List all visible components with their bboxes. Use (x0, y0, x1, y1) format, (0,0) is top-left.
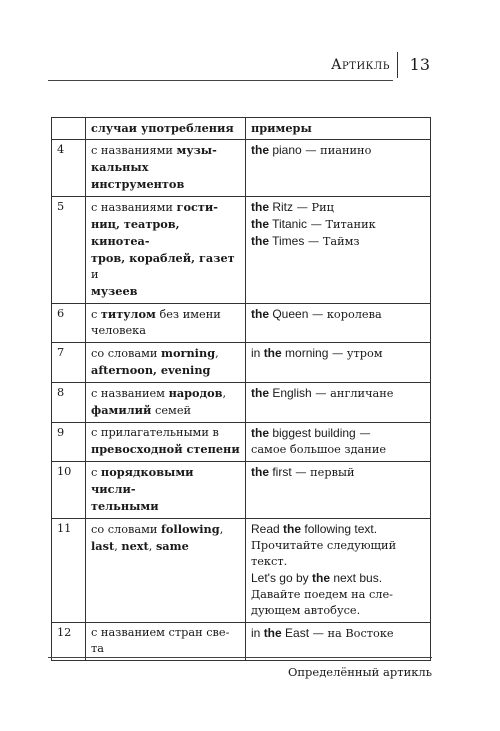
example-line (251, 464, 425, 481)
text-fragment: самое большое здание (251, 443, 387, 456)
examples-cell (246, 462, 431, 519)
example-line (251, 385, 425, 402)
table-row (52, 343, 431, 383)
example-line (251, 442, 425, 458)
example-line (251, 306, 425, 323)
examples-cell (246, 383, 431, 423)
row-number: 8 (52, 383, 86, 423)
usage-line (91, 283, 240, 300)
page-number: 13 (409, 55, 430, 74)
text-fragment: following text. (301, 522, 378, 536)
text-fragment: та (91, 642, 104, 655)
examples-cell (246, 140, 431, 197)
header-usage: случаи употребления (86, 118, 246, 140)
example-line (251, 199, 425, 216)
bold-term: титулом (100, 307, 156, 321)
usage-line (91, 142, 240, 159)
bold-term: кальных инструментов (91, 160, 185, 191)
row-number: 9 (52, 423, 86, 462)
text-fragment: Times (269, 234, 305, 248)
example-line (251, 554, 425, 570)
usage-line (91, 385, 240, 402)
example-line (251, 142, 425, 159)
article-usage-table (51, 117, 431, 661)
bold-term: the (251, 386, 269, 400)
example-line (251, 625, 425, 642)
row-number: 6 (52, 304, 86, 343)
text-fragment: дующем автобусе. (251, 604, 361, 617)
example-line (251, 521, 425, 538)
bold-term: the (251, 217, 269, 231)
bold-term: гости- (176, 200, 218, 214)
usage-line (91, 441, 240, 458)
row-number: 4 (52, 140, 86, 197)
text-fragment: — первый (291, 466, 355, 479)
usage-line (91, 625, 240, 641)
text-fragment: first (269, 465, 292, 479)
text-fragment: семей (151, 404, 192, 417)
text-fragment: — королева (308, 308, 382, 321)
text-fragment: с (91, 308, 101, 321)
bold-term: the (312, 571, 330, 585)
bold-term: following (161, 522, 220, 536)
usage-cell (86, 304, 246, 343)
bold-term: next (121, 539, 149, 553)
text-fragment: с (91, 466, 101, 479)
example-line (251, 425, 425, 442)
bold-term: тельными (91, 499, 159, 513)
table-row (52, 423, 431, 462)
bold-term: тров, кораблей, газет (91, 251, 235, 265)
text-fragment: next bus. (330, 571, 383, 585)
text-fragment: с названием стран све- (91, 626, 230, 639)
table-row (52, 519, 431, 623)
footer-rule (48, 657, 432, 658)
usage-cell (86, 423, 246, 462)
bold-term: the (283, 522, 302, 536)
running-foot: Определённый артикль (287, 665, 432, 679)
usage-line (91, 199, 240, 216)
usage-line (91, 345, 240, 362)
text-fragment: — англичане (311, 387, 394, 400)
example-line (251, 538, 425, 554)
text-fragment: — Таймз (304, 235, 360, 248)
row-number: 7 (52, 343, 86, 383)
usage-line (91, 250, 240, 283)
usage-line (91, 362, 240, 379)
example-line (251, 570, 425, 587)
bold-term: превосходной степени (91, 442, 240, 456)
usage-cell (86, 623, 246, 661)
usage-line (91, 521, 240, 538)
row-number: 12 (52, 623, 86, 661)
text-fragment: — пианино (301, 144, 372, 157)
text-fragment: с прилагательными в (91, 426, 219, 439)
text-fragment: , (215, 347, 219, 360)
text-fragment: со словами (91, 523, 162, 536)
usage-cell (86, 343, 246, 383)
example-line (251, 587, 425, 603)
usage-line (91, 306, 240, 323)
text-fragment: — Титаник (307, 218, 376, 231)
text-fragment: — утром (328, 347, 383, 360)
usage-line (91, 464, 240, 498)
usage-cell (86, 197, 246, 304)
page-header (0, 50, 430, 82)
bold-term: the (251, 307, 269, 321)
usage-line (91, 425, 240, 441)
example-line (251, 345, 425, 362)
text-fragment: Titanic (269, 217, 308, 231)
header-number (52, 118, 86, 140)
text-fragment: Давайте поедем на сле- (251, 588, 393, 601)
text-fragment: in (251, 626, 264, 640)
bold-term: same (155, 539, 189, 553)
usage-line (91, 641, 240, 657)
text-fragment: , (219, 523, 224, 536)
text-fragment: со словами (91, 347, 162, 360)
bold-term: last (91, 539, 115, 553)
usage-line (91, 323, 240, 339)
table-header-row (52, 118, 431, 140)
examples-cell (246, 304, 431, 343)
usage-line (91, 538, 240, 555)
text-fragment: , (222, 387, 227, 400)
text-fragment: с названием (91, 387, 169, 400)
row-number: 11 (52, 519, 86, 623)
usage-line (91, 159, 240, 193)
bold-term: музеев (91, 284, 138, 298)
text-fragment: East (281, 626, 310, 640)
bold-term: фамилий (91, 403, 152, 417)
table-row (52, 304, 431, 343)
text-fragment: Read (251, 522, 284, 536)
text-fragment: piano (269, 143, 302, 157)
table-row (52, 623, 431, 661)
bold-term: музы- (176, 143, 217, 157)
table-row (52, 197, 431, 304)
bold-term: народов (168, 386, 223, 400)
text-fragment: — на Востоке (309, 627, 394, 640)
example-line (251, 233, 425, 250)
bold-term: ниц, театров, кинотеа- (91, 217, 180, 248)
text-fragment: , (114, 540, 122, 553)
bold-term: the (251, 465, 269, 479)
text-fragment: Queen (269, 307, 309, 321)
examples-cell (246, 343, 431, 383)
usage-cell (86, 383, 246, 423)
table-row (52, 383, 431, 423)
example-line (251, 603, 425, 619)
text-fragment: и (91, 268, 99, 281)
bold-term: порядковыми числи- (91, 465, 194, 496)
text-fragment: Let's go by (251, 571, 312, 585)
text-fragment: Прочитайте следующий (251, 539, 397, 552)
header-rule (48, 80, 393, 81)
running-head-title: Артикль (330, 57, 390, 73)
text-fragment: с названиями (91, 201, 177, 214)
bold-term: morning (161, 346, 216, 360)
text-fragment: , (148, 540, 156, 553)
text-fragment: — Риц (293, 201, 334, 214)
examples-cell (246, 519, 431, 623)
text-fragment: English (269, 386, 312, 400)
usage-line (91, 402, 240, 419)
bold-term: the (251, 200, 269, 214)
examples-cell (246, 623, 431, 661)
usage-cell (86, 519, 246, 623)
table-row (52, 140, 431, 197)
examples-cell (246, 197, 431, 304)
example-line (251, 216, 425, 233)
bold-term: the (263, 626, 282, 640)
text-fragment: с названиями (91, 144, 177, 157)
table-body (52, 140, 431, 661)
usage-cell (86, 140, 246, 197)
text-fragment: — (355, 427, 371, 440)
bold-term: the (263, 346, 282, 360)
bold-term: the (251, 143, 269, 157)
usage-cell (86, 462, 246, 519)
text-fragment: текст. (251, 555, 288, 568)
text-fragment: morning (281, 346, 329, 360)
usage-line (91, 216, 240, 250)
text-fragment: без имени (155, 308, 221, 321)
text-fragment: biggest building (269, 426, 356, 440)
bold-term: the (251, 234, 269, 248)
text-fragment: in (251, 346, 264, 360)
table-row (52, 462, 431, 519)
text-fragment: человека (91, 324, 146, 337)
usage-line (91, 498, 240, 515)
bold-term: afternoon, evening (91, 363, 211, 377)
bold-term: the (251, 426, 269, 440)
row-number: 5 (52, 197, 86, 304)
examples-cell (246, 423, 431, 462)
header-examples: примеры (246, 118, 431, 140)
row-number: 10 (52, 462, 86, 519)
text-fragment: Ritz (269, 200, 293, 214)
header-divider (397, 52, 398, 78)
